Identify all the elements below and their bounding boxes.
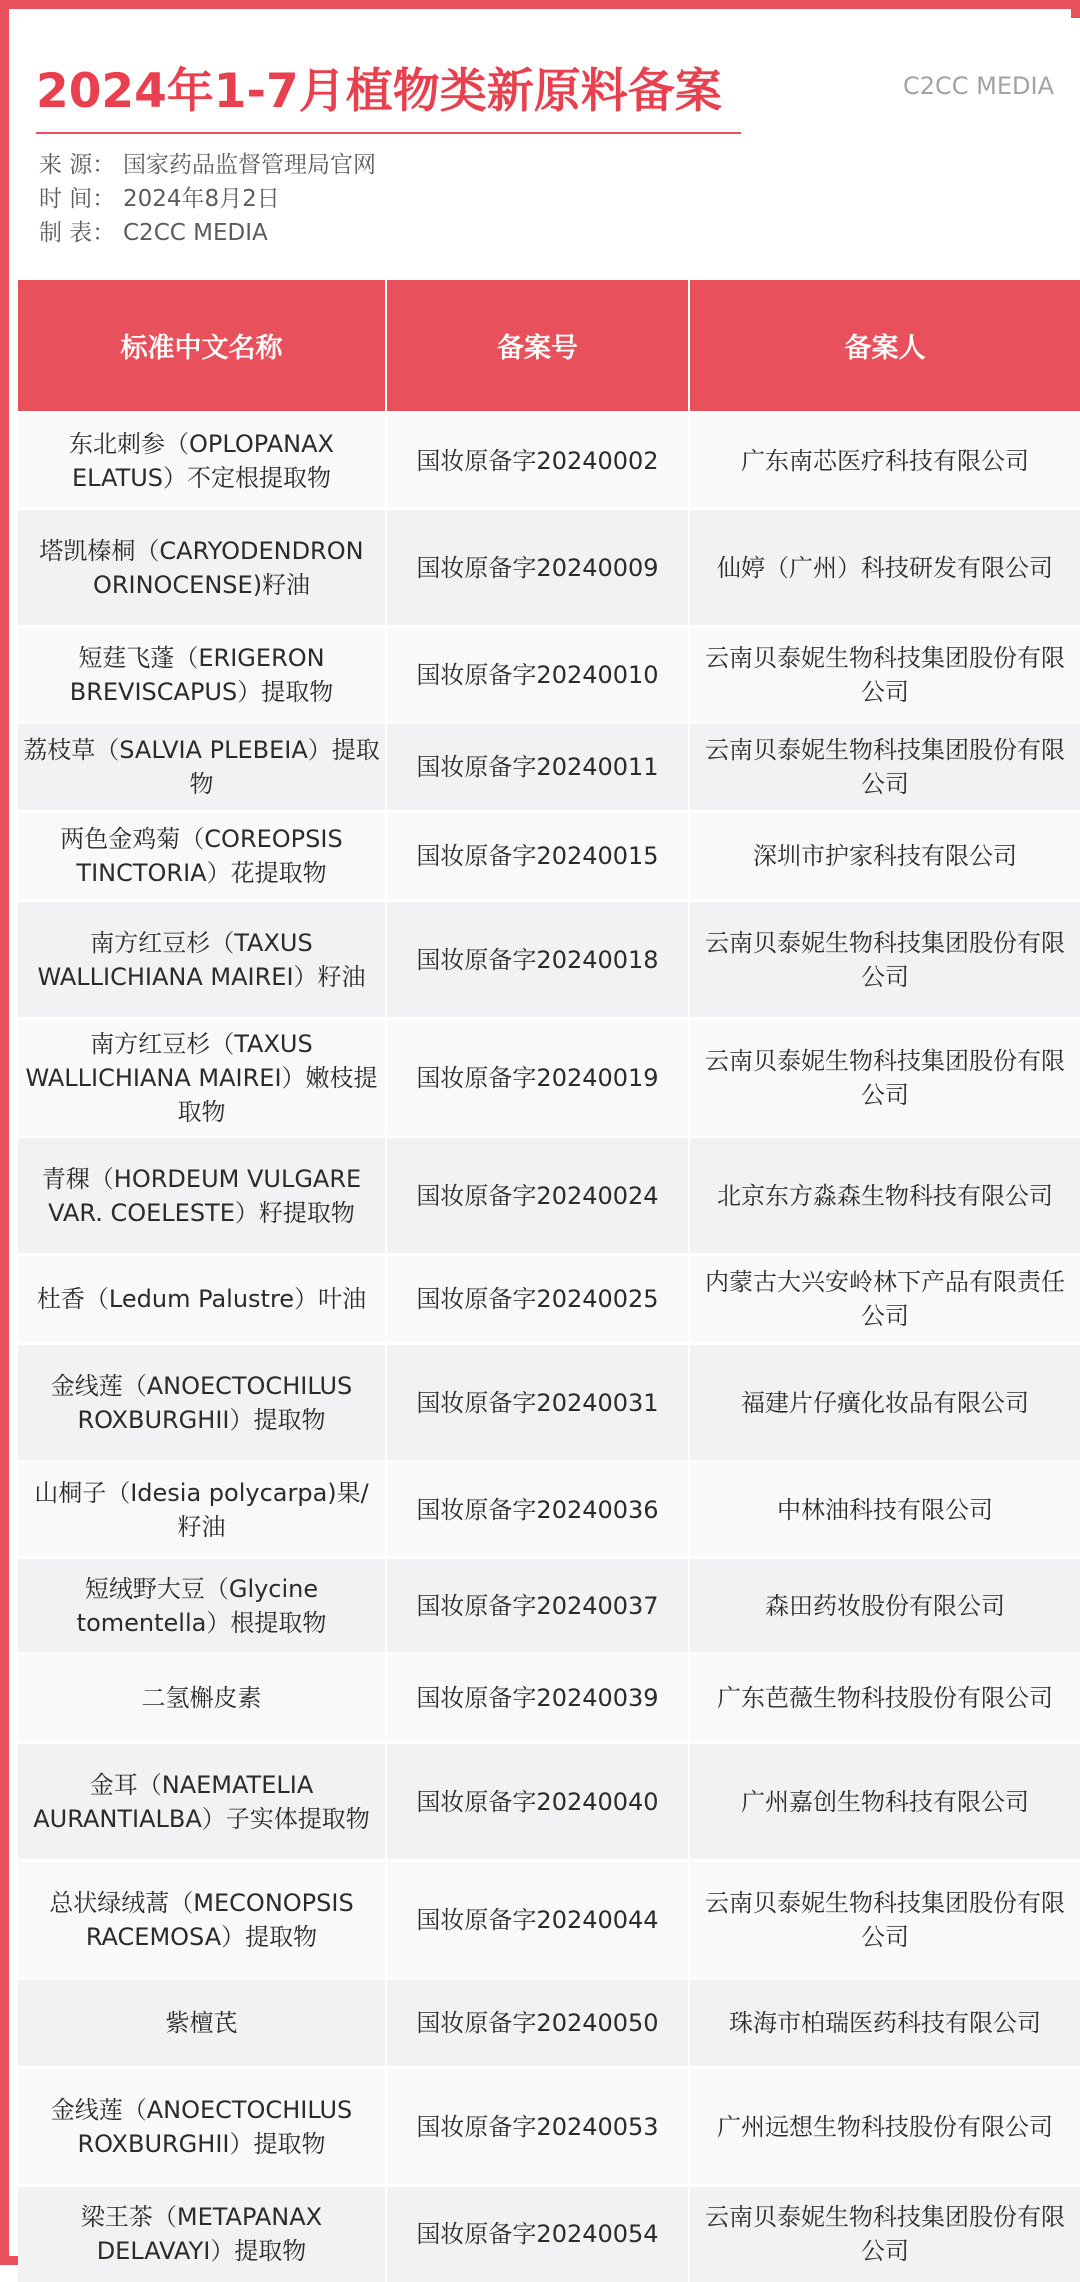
column-header-record-no: 备案号	[386, 280, 689, 413]
table-row	[18, 2186, 1080, 2282]
meta-producer	[39, 214, 268, 247]
cell-record-no: 国妆原备字20240009	[386, 509, 689, 627]
cell-record-no: 国妆原备字20240019	[386, 1019, 689, 1137]
table-row	[18, 1979, 1080, 2068]
meta-source-label: 来 源：	[39, 152, 116, 178]
cell-record-no: 国妆原备字20240011	[386, 723, 689, 812]
table-row	[18, 1558, 1080, 1654]
cell-registrant: 云南贝泰妮生物科技集团股份有限公司	[689, 2186, 1080, 2282]
table-row	[18, 1255, 1080, 1344]
cell-name: 山桐子（Idesia polycarpa)果/籽油	[18, 1462, 386, 1558]
cell-registrant: 广东南芯医疗科技有限公司	[689, 413, 1080, 509]
table-row	[18, 812, 1080, 901]
page-title: 2024年1-7月植物类新原料备案	[36, 64, 722, 119]
cell-name: 荔枝草（SALVIA PLEBEIA）提取物	[18, 723, 386, 812]
cell-registrant: 森田药妆股份有限公司	[689, 1558, 1080, 1654]
cell-name: 二氢槲皮素	[18, 1654, 386, 1743]
header	[18, 18, 1080, 280]
cell-registrant: 广州嘉创生物科技有限公司	[689, 1743, 1080, 1861]
cell-name: 梁王茶（METAPANAX DELAVAYI）提取物	[18, 2186, 386, 2282]
meta-producer-label: 制 表：	[39, 220, 116, 246]
cell-record-no: 国妆原备字20240036	[386, 1462, 689, 1558]
cell-name: 总状绿绒蒿（MECONOPSIS RACEMOSA）提取物	[18, 1861, 386, 1979]
cell-registrant: 中林油科技有限公司	[689, 1462, 1080, 1558]
cell-registrant: 云南贝泰妮生物科技集团股份有限公司	[689, 1019, 1080, 1137]
cell-name: 南方红豆杉（TAXUS WALLICHIANA MAIREI）籽油	[18, 901, 386, 1019]
cell-record-no: 国妆原备字20240050	[386, 1979, 689, 2068]
cell-record-no: 国妆原备字20240018	[386, 901, 689, 1019]
cell-name: 东北刺参（OPLOPANAX ELATUS）不定根提取物	[18, 413, 386, 509]
cell-name: 南方红豆杉（TAXUS WALLICHIANA MAIREI）嫩枝提取物	[18, 1019, 386, 1137]
table-row	[18, 1743, 1080, 1861]
records-table	[18, 280, 1080, 2282]
cell-record-no: 国妆原备字20240039	[386, 1654, 689, 1743]
table-row	[18, 1654, 1080, 1743]
meta-source-value: 国家药品监督管理局官网	[123, 152, 376, 178]
table-row	[18, 509, 1080, 627]
cell-record-no: 国妆原备字20240031	[386, 1344, 689, 1462]
cell-record-no: 国妆原备字20240054	[386, 2186, 689, 2282]
cell-record-no: 国妆原备字20240010	[386, 627, 689, 723]
cell-registrant: 广州远想生物科技股份有限公司	[689, 2068, 1080, 2186]
cell-record-no: 国妆原备字20240037	[386, 1558, 689, 1654]
table-row	[18, 413, 1080, 509]
cell-registrant: 北京东方淼森生物科技有限公司	[689, 1137, 1080, 1255]
table-row	[18, 1019, 1080, 1137]
column-header-name: 标准中文名称	[18, 280, 386, 413]
cell-registrant: 珠海市柏瑞医药科技有限公司	[689, 1979, 1080, 2068]
cell-registrant: 云南贝泰妮生物科技集团股份有限公司	[689, 901, 1080, 1019]
cell-registrant: 云南贝泰妮生物科技集团股份有限公司	[689, 1861, 1080, 1979]
cell-name: 杜香（Ledum Palustre）叶油	[18, 1255, 386, 1344]
cell-registrant: 福建片仔癀化妆品有限公司	[689, 1344, 1080, 1462]
table-row	[18, 627, 1080, 723]
cell-registrant: 云南贝泰妮生物科技集团股份有限公司	[689, 723, 1080, 812]
title-underline	[36, 132, 741, 134]
meta-producer-value: C2CC MEDIA	[123, 220, 268, 246]
cell-registrant: 内蒙古大兴安岭林下产品有限责任公司	[689, 1255, 1080, 1344]
cell-name: 金耳（NAEMATELIA AURANTIALBA）子实体提取物	[18, 1743, 386, 1861]
cell-registrant: 深圳市护家科技有限公司	[689, 812, 1080, 901]
cell-name: 紫檀芪	[18, 1979, 386, 2068]
table-row	[18, 901, 1080, 1019]
cell-name: 塔凯榛桐（CARYODENDRON ORINOCENSE)籽油	[18, 509, 386, 627]
table-row	[18, 1344, 1080, 1462]
table-row	[18, 2068, 1080, 2186]
table-row	[18, 1462, 1080, 1558]
table-header-row	[18, 280, 1080, 413]
brand-label: C2CC MEDIA	[902, 72, 1054, 100]
meta-source	[39, 146, 376, 179]
table-body	[18, 413, 1080, 2282]
cell-record-no: 国妆原备字20240044	[386, 1861, 689, 1979]
cell-registrant: 仙婷（广州）科技研发有限公司	[689, 509, 1080, 627]
cell-registrant: 广东芭薇生物科技股份有限公司	[689, 1654, 1080, 1743]
cell-name: 青稞（HORDEUM VULGARE VAR. COELESTE）籽提取物	[18, 1137, 386, 1255]
cell-name: 两色金鸡菊（COREOPSIS TINCTORIA）花提取物	[18, 812, 386, 901]
cell-record-no: 国妆原备字20240040	[386, 1743, 689, 1861]
cell-record-no: 国妆原备字20240002	[386, 413, 689, 509]
table-row	[18, 1137, 1080, 1255]
cell-record-no: 国妆原备字20240015	[386, 812, 689, 901]
cell-registrant: 云南贝泰妮生物科技集团股份有限公司	[689, 627, 1080, 723]
cell-name: 短绒野大豆（Glycine tomentella）根提取物	[18, 1558, 386, 1654]
table-row	[18, 723, 1080, 812]
cell-record-no: 国妆原备字20240053	[386, 2068, 689, 2186]
column-header-registrant: 备案人	[689, 280, 1080, 413]
meta-date	[39, 180, 280, 213]
meta-date-value: 2024年8月2日	[123, 186, 280, 212]
cell-name: 短莛飞蓬（ERIGERON BREVISCAPUS）提取物	[18, 627, 386, 723]
cell-name: 金线莲（ANOECTOCHILUS ROXBURGHII）提取物	[18, 1344, 386, 1462]
cell-record-no: 国妆原备字20240025	[386, 1255, 689, 1344]
cell-name: 金线莲（ANOECTOCHILUS ROXBURGHII）提取物	[18, 2068, 386, 2186]
cell-record-no: 国妆原备字20240024	[386, 1137, 689, 1255]
meta-date-label: 时 间：	[39, 186, 116, 212]
table-row	[18, 1861, 1080, 1979]
